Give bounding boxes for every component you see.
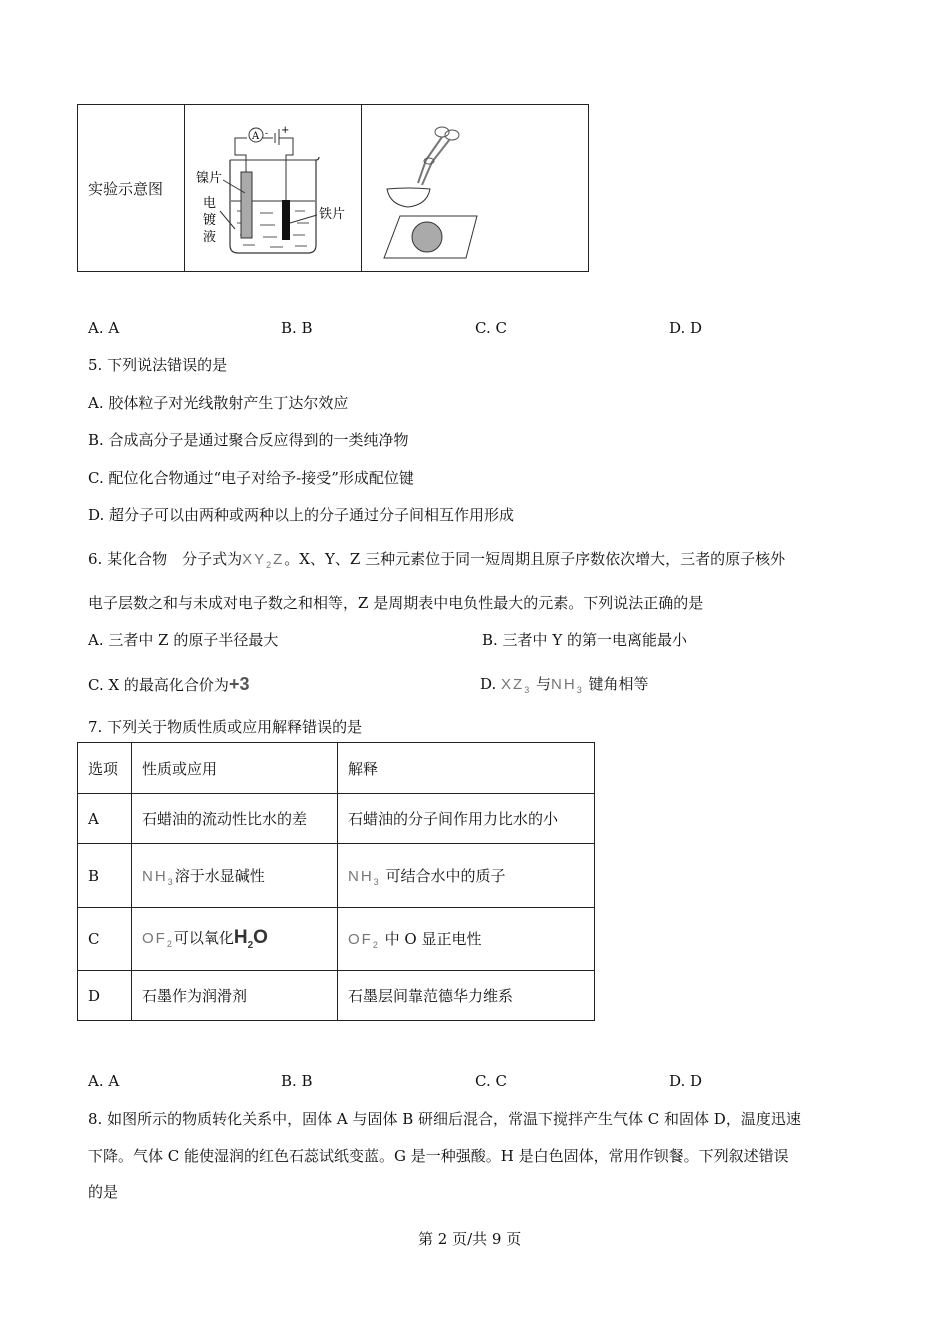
q6-option-b[interactable]: B. 三者中 Y 的第一电离能最小	[482, 631, 687, 649]
formula	[348, 868, 381, 885]
formula	[142, 868, 175, 885]
option-c[interactable]: C. C	[475, 319, 507, 337]
formula	[242, 551, 284, 568]
question-6-stem	[88, 549, 785, 575]
q6-option-d[interactable]	[480, 674, 649, 700]
cell-explanation	[338, 844, 595, 908]
formula-text: H	[233, 927, 248, 949]
formula	[551, 676, 584, 693]
cell-property	[132, 908, 338, 971]
tongs-dish-diagram	[362, 105, 588, 267]
q7-table	[77, 742, 595, 1021]
q5-option-d[interactable]: D. 超分子可以由两种或两种以上的分子通过分子间相互作用形成	[88, 506, 515, 524]
formula-text: NH	[348, 867, 374, 885]
formula-text: NH	[142, 867, 168, 885]
minus-label: -	[265, 129, 269, 139]
cell-option: D	[78, 971, 132, 1021]
water-formula	[233, 927, 268, 951]
formula-sub: 3	[576, 685, 584, 695]
cell-explanation: 石蜡油的分子间作用力比水的小	[338, 794, 595, 844]
cell-property	[132, 844, 338, 908]
cell-option: A	[78, 794, 132, 844]
experiment-table	[77, 104, 589, 272]
table-row	[78, 971, 595, 1021]
formula	[501, 676, 531, 693]
row-label: 实验示意图	[78, 105, 185, 272]
formula-text: XZ	[501, 676, 525, 693]
option-text: 键角相等	[588, 675, 649, 693]
q7-option-c[interactable]: C. C	[475, 1072, 507, 1090]
q5-option-b[interactable]: B. 合成高分子是通过聚合反应得到的一类纯净物	[88, 431, 409, 449]
formula-text: XY	[242, 551, 267, 568]
q7-option-a[interactable]: A. A	[88, 1072, 120, 1090]
question-7-stem: 7. 下列关于物质性质或应用解释错误的是	[88, 718, 363, 736]
solution-label: 电	[203, 196, 217, 211]
option-text: D.	[480, 675, 497, 693]
cell-explanation: 石墨层间靠范德华力维系	[338, 971, 595, 1021]
cell-text: 可以氧化	[173, 929, 234, 948]
question-6-stem-cont: 电子层数之和与未成对电子数之和相等，Z 是周期表中电负性最大的元素。下列说法正确的是	[88, 594, 704, 612]
question-8-stem-cont: 下降。气体 C 能使湿润的红色石蕊试纸变蓝。G 是一种强酸。H 是白色固体，常用作钡餐。下列叙述错误	[88, 1147, 789, 1165]
formula-sub: 2	[372, 940, 380, 950]
formula-text: Z	[273, 551, 285, 568]
formula-sub: 2	[247, 939, 254, 951]
cell-property: 石墨作为润滑剂	[132, 971, 338, 1021]
table-row	[78, 794, 595, 844]
formula-text: OF	[142, 930, 167, 948]
formula-text: NH	[551, 676, 577, 693]
q6-option-a[interactable]: A. 三者中 Z 的原子半径最大	[88, 631, 279, 649]
iron-label: 铁片	[319, 207, 346, 222]
table-row	[78, 844, 595, 908]
header-cell: 性质或应用	[132, 743, 338, 794]
q5-option-a[interactable]: A. 胶体粒子对光线散射产生丁达尔效应	[88, 394, 349, 412]
formula-sub: 2	[166, 939, 174, 950]
plus-label: +	[281, 125, 290, 136]
solution-label: 镀	[203, 213, 217, 228]
option-d[interactable]: D. D	[669, 319, 703, 337]
electroplating-diagram	[185, 105, 361, 267]
formula-sub: 3	[167, 876, 175, 887]
stem-text: 。X、Y、Z 三种元素位于同一短周期且原子序数依次增大，三者的原子核外	[284, 550, 786, 568]
formula-text: OF	[348, 931, 373, 948]
cell-text: 可结合水中的质子	[385, 866, 506, 885]
ammeter-label: A	[252, 131, 260, 142]
formula	[348, 931, 380, 948]
cell-explanation	[338, 908, 595, 971]
solution-label: 液	[203, 230, 217, 245]
header-cell: 解释	[338, 743, 595, 794]
valence-value: +3	[228, 674, 250, 694]
q7-option-b[interactable]: B. B	[281, 1072, 313, 1090]
stem-text: 6. 某化合物 分子式为	[88, 550, 243, 568]
option-text: C. X 的最高化合价为	[88, 676, 229, 694]
question-5-stem: 5. 下列说法错误的是	[88, 356, 228, 374]
electroplating-figure	[185, 105, 362, 272]
question-8-stem-end: 的是	[88, 1183, 119, 1201]
q5-option-c[interactable]: C. 配位化合物通过“电子对给予-接受”形成配位键	[88, 469, 414, 487]
q6-option-c[interactable]	[88, 674, 249, 695]
nickel-label: 镍片	[196, 171, 223, 186]
formula	[142, 930, 174, 950]
table-row	[78, 908, 595, 971]
cell-text: 中 O 显正电性	[384, 930, 482, 948]
cell-option: C	[78, 908, 132, 971]
cell-option: B	[78, 844, 132, 908]
formula-sub: 3	[373, 876, 381, 887]
page-footer: 第 2 页/共 9 页	[418, 1230, 522, 1248]
option-b[interactable]: B. B	[281, 319, 313, 337]
option-text: 与	[536, 675, 552, 693]
question-8-stem: 8. 如图所示的物质转化关系中，固体 A 与固体 B 研细后混合，常温下搅拌产生气体 C 和固体 D，温度迅速	[88, 1110, 801, 1128]
cell-property: 石蜡油的流动性比水的差	[132, 794, 338, 844]
cell-text: 溶于水显碱性	[174, 866, 265, 885]
header-cell: 选项	[78, 743, 132, 794]
formula-text: O	[253, 927, 268, 949]
flame-test-figure	[362, 105, 589, 272]
option-a[interactable]: A. A	[88, 319, 120, 337]
formula-sub: 2	[266, 560, 274, 570]
q7-option-d[interactable]: D. D	[669, 1072, 703, 1090]
formula-sub: 3	[524, 685, 532, 695]
